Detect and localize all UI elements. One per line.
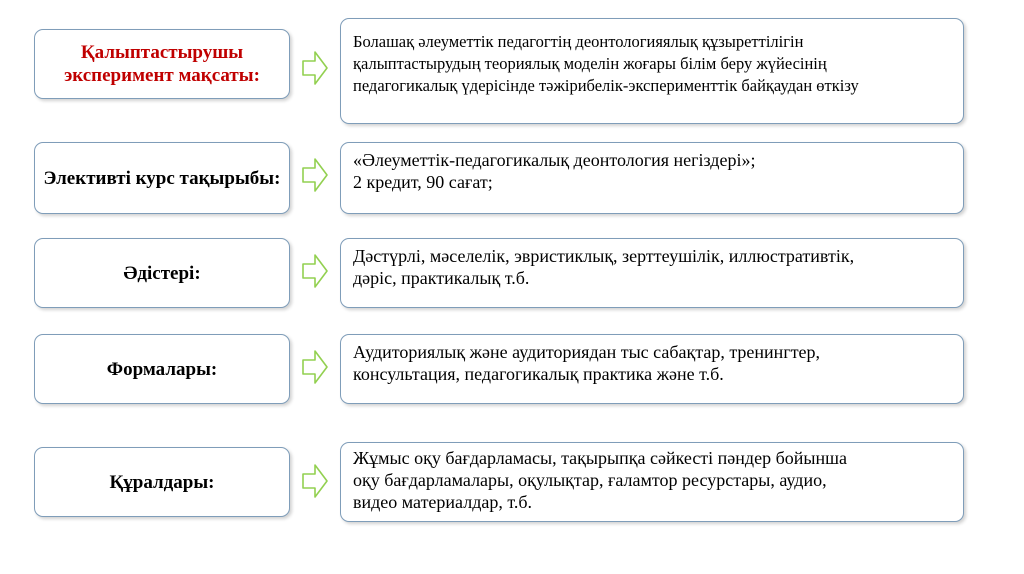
- content-course-topic-text: «Әлеуметтік-педагогикалық деонтология негіздері»; 2 кредит, 90 сағат;: [353, 150, 756, 192]
- content-course-topic: [340, 142, 964, 214]
- label-goal-text: Қалыптастырушы эксперимент мақсаты:: [64, 42, 260, 86]
- content-goal: [340, 18, 964, 124]
- label-goal: [34, 29, 290, 99]
- arrow-right-icon: [302, 157, 328, 193]
- content-tools: [340, 442, 964, 522]
- arrow-right-icon: [302, 349, 328, 385]
- label-tools: [34, 447, 290, 517]
- content-methods: [340, 238, 964, 308]
- content-methods-text: Дәстүрлі, мәселелік, эвристиклық, зерттеушілік, иллюстративтік, дәріс, практикалық т.б.: [353, 246, 855, 288]
- content-forms-text: Аудиториялық және аудиториядан тыс сабақтар, тренингтер, консультация, педагогикалық практика және т.б.: [353, 342, 821, 384]
- label-methods-text: Әдістері:: [123, 262, 201, 284]
- label-course-topic: [34, 142, 290, 214]
- content-goal-text: Болашақ әлеуметтік педагогтің деонтологияялық құзыреттілігін қалыптастырудың теориялық моделін жоғары білім беру жүйесінің педагогикалық үдерісінде тәжірибелік-эксперименттік байқаудан өткізу: [353, 32, 859, 95]
- label-forms: [34, 334, 290, 404]
- label-forms-text: Формалары:: [106, 358, 218, 380]
- arrow-right-icon: [302, 253, 328, 289]
- arrow-right-icon: [302, 50, 328, 86]
- label-methods: [34, 238, 290, 308]
- label-course-topic-text: Элективті курс тақырыбы:: [43, 167, 281, 189]
- label-tools-text: Құралдары:: [109, 471, 215, 493]
- content-tools-text: Жұмыс оқу бағдарламасы, тақырыпқа сәйкесті пәндер бойынша оқу бағдарламалары, оқулықтар, ғаламтор ресурстары, аудио, видео материалдар, т.б.: [353, 448, 847, 512]
- content-forms: [340, 334, 964, 404]
- arrow-right-icon: [302, 463, 328, 499]
